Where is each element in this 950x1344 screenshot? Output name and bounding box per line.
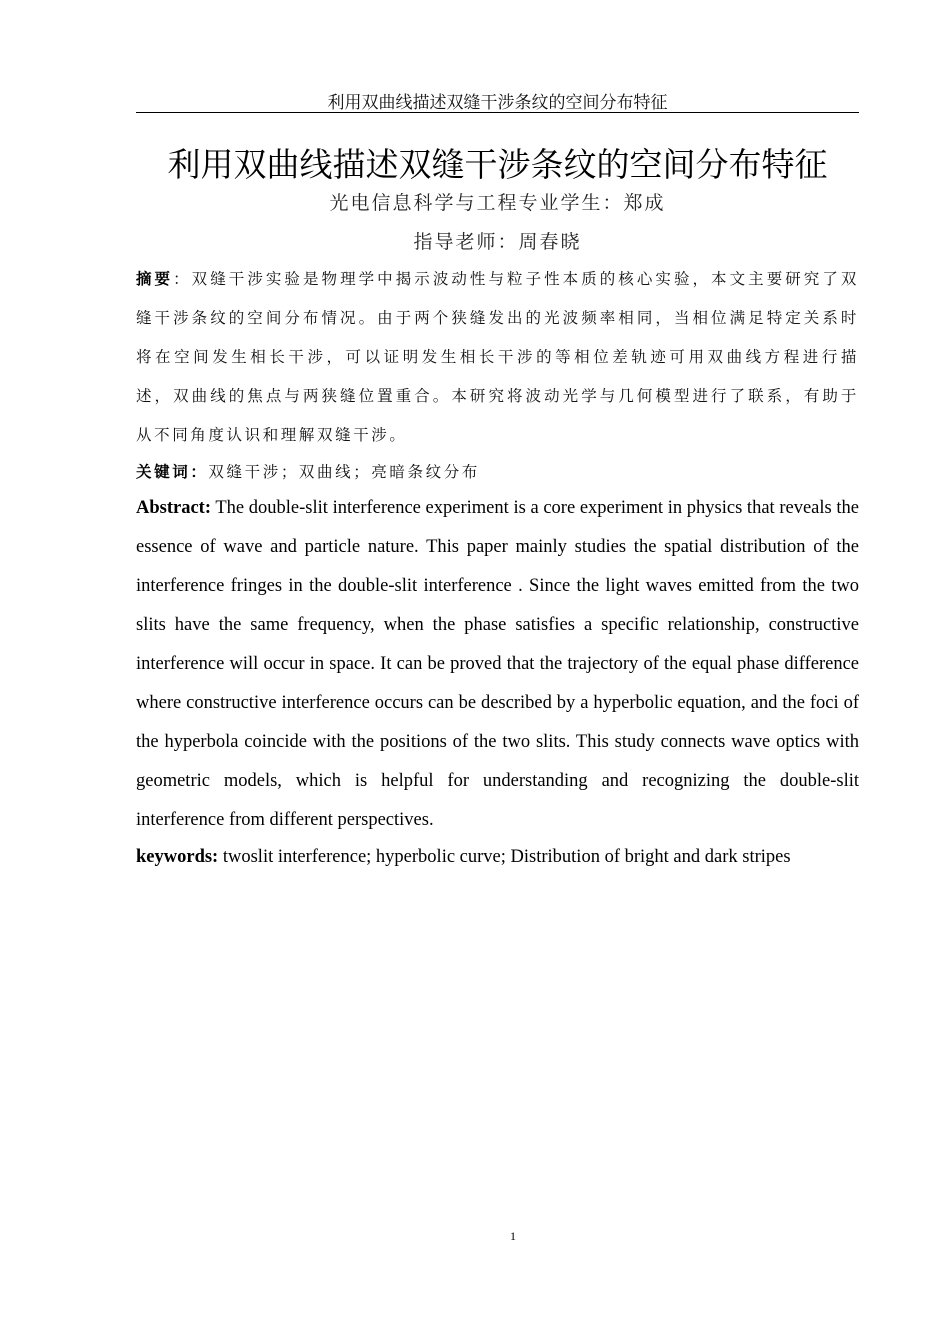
abstract-cn-text: 双缝干涉实验是物理学中揭示波动性与粒子性本质的核心实验，本文主要研究了双缝干涉条纹的空间分布情况。由于两个狭缝发出的光波频率相同，当相位满足特定关系时将在空间发生相长干涉，可以证明发生相长干涉的等相位差轨迹可用双曲线方程进行描述，双曲线的焦点与两狭缝位置重合。本研究将波动光学与几何模型进行了联系，有助于从不同角度认识和理解双缝干涉。 [136, 270, 860, 444]
header-rule [136, 112, 859, 113]
keywords-cn-label: 关键词 [136, 463, 191, 481]
paper-title: 利用双曲线描述双缝干涉条纹的空间分布特征 [167, 145, 828, 184]
abstract-en-text: The double-slit interference experiment is a core experiment in physics that reveals the essence of wave and particle nature. This paper mainly studies the spatial distribution of the interference fringes in the double-slit interference . Since the light waves emitted from the two slits have the same frequency, when the phase satisfies a specific relationship, constructive interference will occur in space. It can be proved that the trajectory of the equal phase difference where constructive interference occurs can be described by a hyperbolic equation, and the foci of the hyperbola coincide with the positions of the two slits. This study connects wave optics with geometric models, which is helpful for understanding and recognizing the double-slit interference from different perspectives. [136, 498, 859, 830]
keywords-cn-text: 双缝干涉；双曲线；亮暗条纹分布 [208, 463, 480, 481]
abstract-cn [136, 260, 859, 455]
keywords-en-text: twoslit interference; hyperbolic curve; Distribution of bright and dark stripes [218, 847, 791, 867]
abstract-cn-label: 摘要 [136, 270, 174, 288]
keywords-en [136, 838, 859, 877]
abstract-cn-separator: ： [173, 270, 192, 288]
abstract-en-label: Abstract: [136, 498, 212, 518]
abstract-en [136, 489, 859, 840]
author-line: 光电信息科学与工程专业学生：郑成 [329, 192, 666, 214]
keywords-cn [136, 453, 859, 492]
advisor-line: 指导老师：周春晓 [413, 231, 582, 253]
keywords-cn-separator: ： [190, 463, 209, 481]
keywords-en-label: keywords: [136, 847, 219, 867]
running-header: 利用双曲线描述双缝干涉条纹的空间分布特征 [327, 93, 668, 113]
page-number: 1 [510, 1229, 516, 1243]
